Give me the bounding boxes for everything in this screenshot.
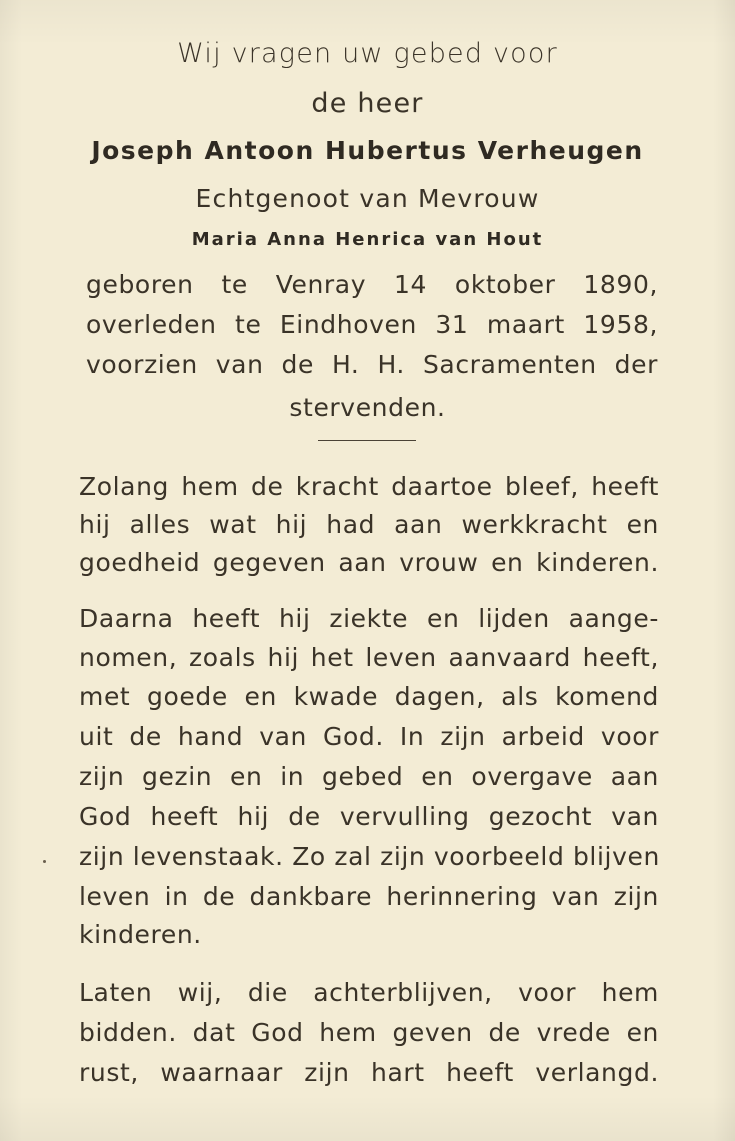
prayer-request-line: Wij vragen uw gebed voor bbox=[177, 38, 558, 69]
paragraph-line: goedheid gegeven aan vrouw en kinderen. bbox=[79, 548, 659, 577]
paragraph-line: Daarna heeft hij ziekte en lijden aange- bbox=[79, 604, 659, 633]
paragraph-line: bidden. dat God hem geven de vrede en bbox=[79, 1018, 659, 1047]
divider bbox=[318, 440, 416, 441]
paragraph-line: uit de hand van God. In zijn arbeid voor bbox=[79, 722, 659, 751]
paragraph-line: zijn gezin en in gebed en overgave aan bbox=[79, 762, 659, 791]
sacraments-line-end: stervenden. bbox=[289, 393, 446, 422]
spouse-title: Echtgenoot van Mevrouw bbox=[195, 184, 540, 213]
paragraph-line: hij alles wat hij had aan werkkracht en bbox=[79, 510, 659, 539]
paragraph-line: met goede en kwade dagen, als komend bbox=[79, 682, 659, 711]
spouse-name: Maria Anna Henrica van Hout bbox=[191, 229, 544, 250]
paragraph-line: nomen, zoals hij het leven aanvaard heeft, bbox=[79, 643, 659, 672]
birth-line: geboren te Venray 14 oktober 1890, bbox=[86, 270, 658, 299]
paragraph-line: Laten wij, die achterblijven, voor hem bbox=[79, 978, 659, 1007]
honorific-line: de heer bbox=[311, 88, 424, 119]
paragraph-line: kinderen. bbox=[79, 920, 202, 949]
sacraments-line: voorzien van de H. H. Sacramenten der bbox=[86, 350, 658, 379]
paragraph-line: God heeft hij de vervulling gezocht van bbox=[79, 802, 659, 831]
paragraph-line: zijn levenstaak. Zo zal zijn voorbeeld blijven bbox=[79, 842, 660, 871]
deceased-name: Joseph Antoon Hubertus Verheugen bbox=[91, 136, 644, 165]
paragraph-line: rust, waarnaar zijn hart heeft verlangd. bbox=[79, 1058, 659, 1087]
death-line: overleden te Eindhoven 31 maart 1958, bbox=[86, 310, 658, 339]
paragraph-line: Zolang hem de kracht daartoe bleef, heeft bbox=[79, 472, 659, 501]
paragraph-line: leven in de dankbare herinnering van zijn bbox=[79, 882, 659, 911]
paper-speck bbox=[43, 860, 46, 863]
